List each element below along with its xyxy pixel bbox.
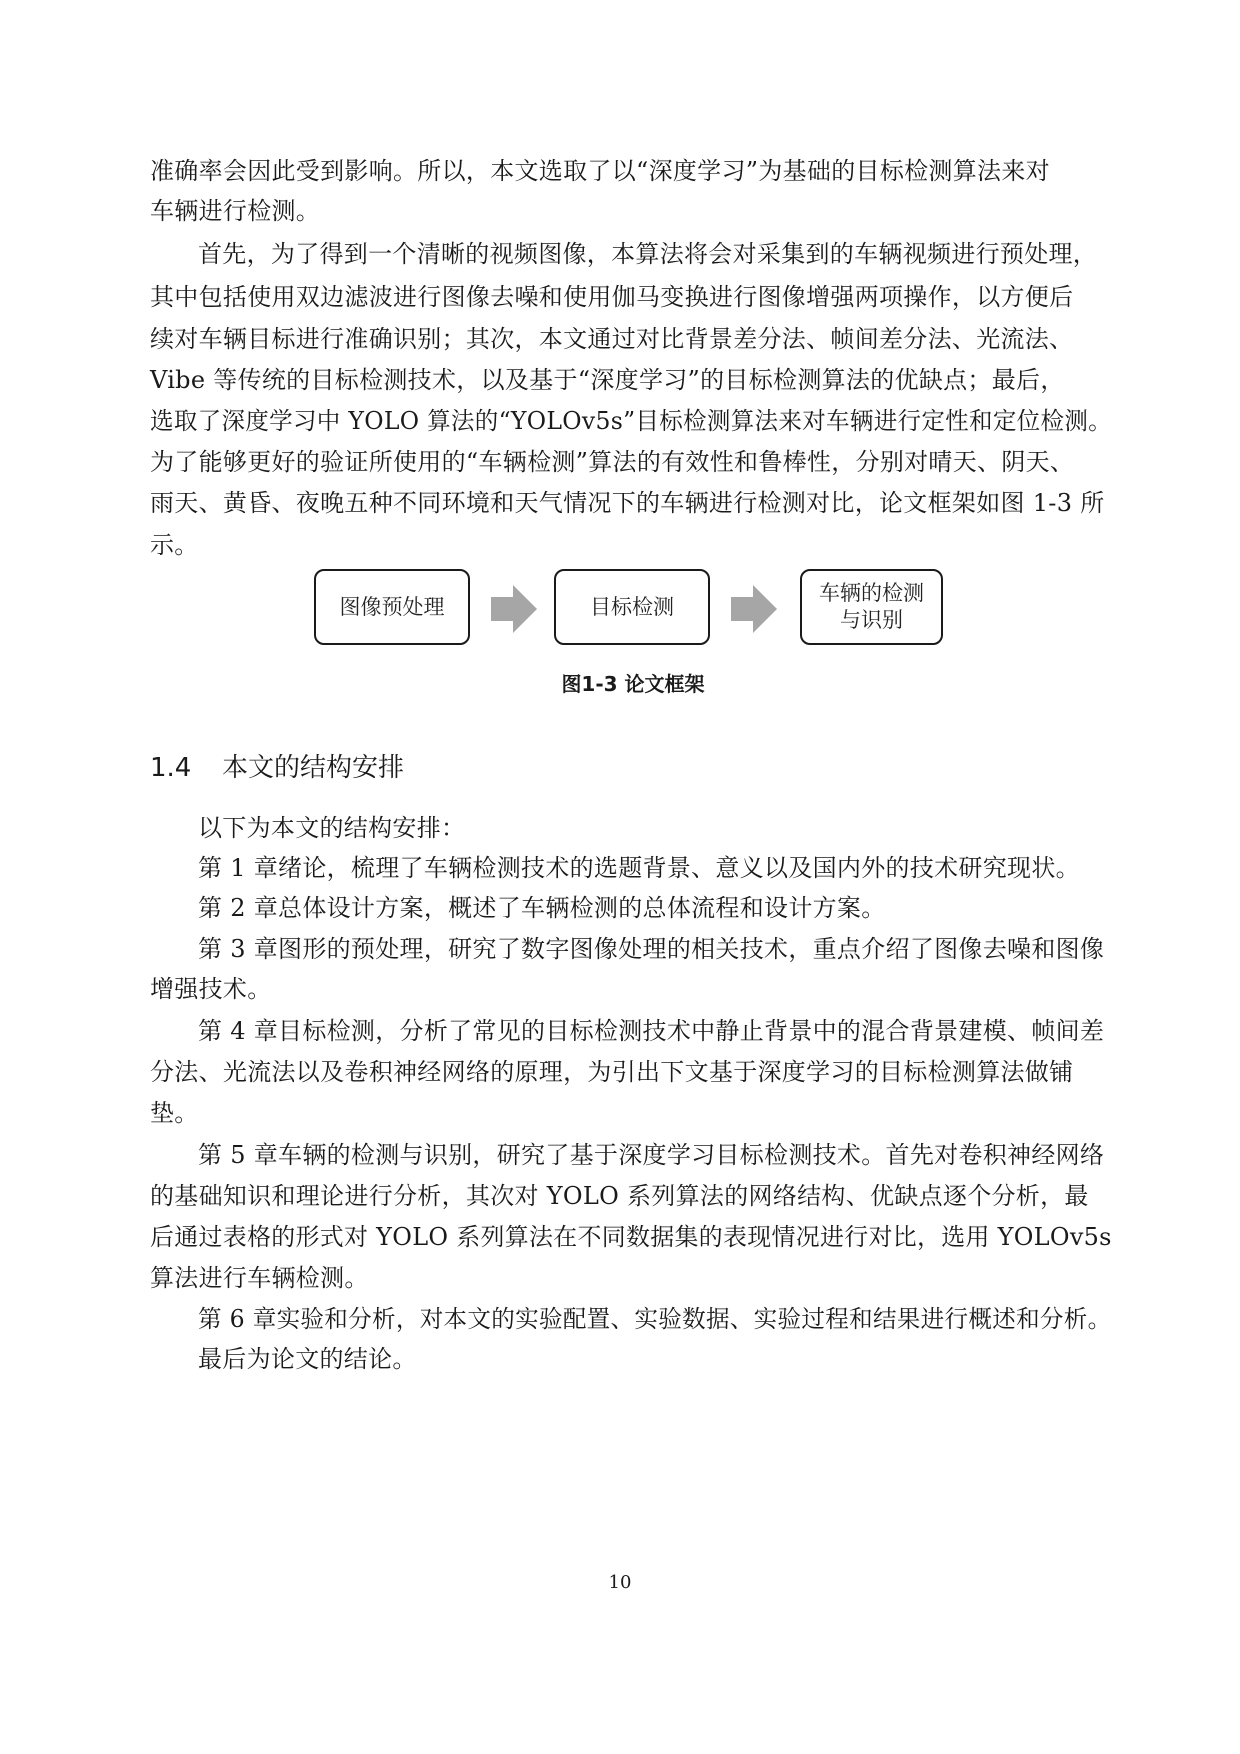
structure-line-12: 算法进行车辆检测。 xyxy=(150,1264,369,1292)
figure-box-recognition-text xyxy=(819,580,924,634)
intro-line-7: 选取了深度学习中 YOLO 算法的“YOLOv5s”目标检测算法来对车辆进行定性和定位检测。 xyxy=(150,407,1112,435)
figure-box-recognition-line-2: 与识别 xyxy=(840,608,903,632)
structure-line-14: 最后为论文的结论。 xyxy=(198,1345,417,1373)
structure-line-4: 第 3 章图形的预处理，研究了数字图像处理的相关技术，重点介绍了图像去噪和图像 xyxy=(198,935,1105,963)
figure-box-detection-label: 目标检测 xyxy=(590,594,674,619)
figure-box-detection xyxy=(554,569,710,645)
page-number: 10 xyxy=(608,1572,632,1593)
section-title: 本文的结构安排 xyxy=(222,753,405,783)
structure-line-13: 第 6 章实验和分析，对本文的实验配置、实验数据、实验过程和结果进行概述和分析。 xyxy=(198,1305,1112,1333)
intro-line-4: 其中包括使用双边滤波进行图像去噪和使用伽马变换进行图像增强两项操作，以方便后 xyxy=(150,283,1074,311)
arrow-right-icon xyxy=(491,583,537,635)
intro-line-6: Vibe 等传统的目标检测技术，以及基于“深度学习”的目标检测算法的优缺点；最后， xyxy=(150,366,1065,394)
intro-line-10: 示。 xyxy=(150,531,199,559)
intro-line-3: 首先，为了得到一个清晰的视频图像，本算法将会对采集到的车辆视频进行预处理， xyxy=(198,240,1098,268)
intro-line-8: 为了能够更好的验证所使用的“车辆检测”算法的有效性和鲁棒性，分别对晴天、阴天、 xyxy=(150,448,1075,476)
structure-line-8: 垫。 xyxy=(150,1099,199,1127)
figure-box-preprocessing-label: 图像预处理 xyxy=(339,594,445,619)
intro-line-9: 雨天、黄昏、夜晚五种不同环境和天气情况下的车辆进行检测对比，论文框架如图 1-3 所 xyxy=(150,489,1105,517)
section-number: 1.4 xyxy=(150,753,192,783)
figure-caption: 图1-3 论文框架 xyxy=(561,672,705,696)
structure-line-10: 的基础知识和理论进行分析，其次对 YOLO 系列算法的网络结构、优缺点逐个分析，最 xyxy=(150,1182,1089,1210)
intro-line-1: 准确率会因此受到影响。所以，本文选取了以“深度学习”为基础的目标检测算法来对 xyxy=(150,157,1050,185)
structure-line-9: 第 5 章车辆的检测与识别，研究了基于深度学习目标检测技术。首先对卷积神经网络 xyxy=(198,1141,1105,1169)
arrow-right-icon xyxy=(731,583,777,635)
structure-line-7: 分法、光流法以及卷积神经网络的原理，为引出下文基于深度学习的目标检测算法做铺 xyxy=(150,1058,1074,1086)
structure-line-1: 以下为本文的结构安排： xyxy=(198,814,466,842)
section-heading xyxy=(150,751,404,785)
intro-line-2: 车辆进行检测。 xyxy=(150,197,321,225)
structure-line-6: 第 4 章目标检测，分析了常见的目标检测技术中静止背景中的混合背景建模、帧间差 xyxy=(198,1017,1105,1045)
figure-box-recognition xyxy=(800,569,943,645)
figure-box-recognition-line-1: 车辆的检测 xyxy=(819,581,924,605)
structure-line-3: 第 2 章总体设计方案，概述了车辆检测的总体流程和设计方案。 xyxy=(198,894,886,922)
structure-line-11: 后通过表格的形式对 YOLO 系列算法在不同数据集的表现情况进行对比，选用 YOLOv5s xyxy=(150,1223,1112,1251)
structure-line-2: 第 1 章绪论，梳理了车辆检测技术的选题背景、意义以及国内外的技术研究现状。 xyxy=(198,854,1080,882)
intro-line-5: 续对车辆目标进行准确识别；其次，本文通过对比背景差分法、帧间差分法、光流法、 xyxy=(150,325,1074,353)
structure-line-5: 增强技术。 xyxy=(150,975,272,1003)
figure-box-preprocessing xyxy=(314,569,470,645)
